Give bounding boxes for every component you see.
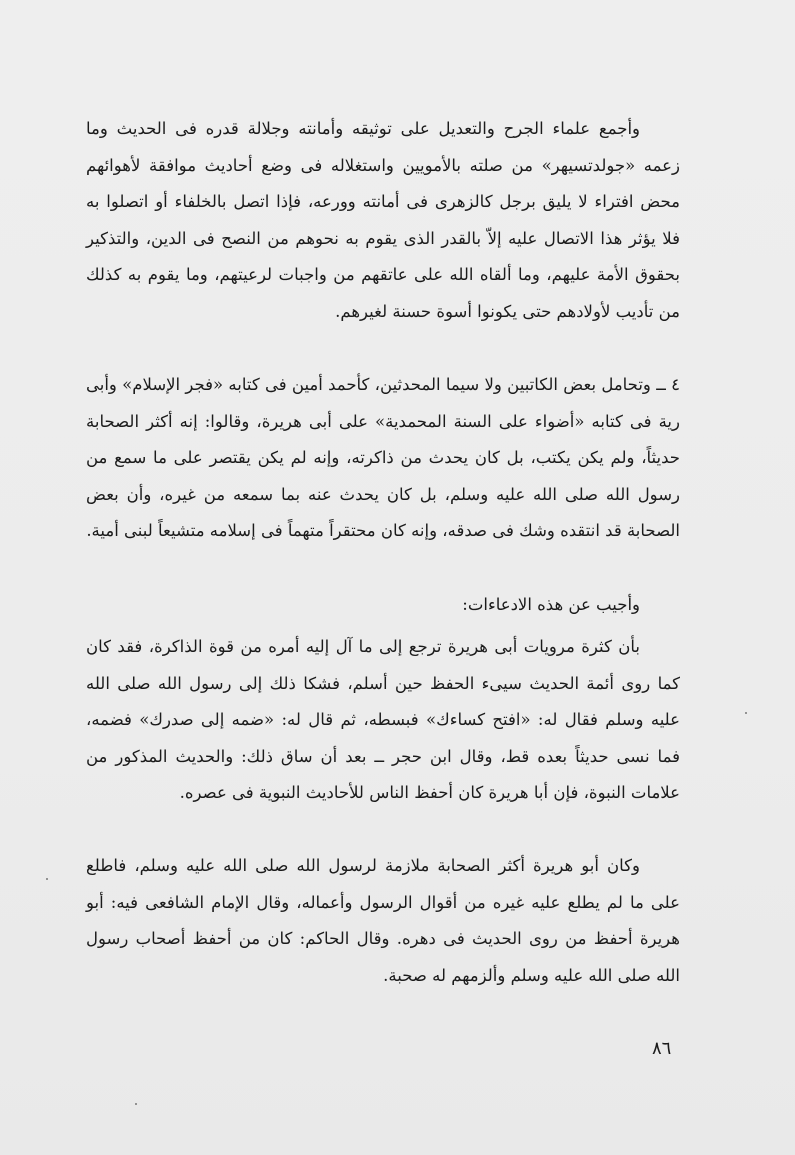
scan-speck	[745, 712, 747, 714]
paragraph-response-intro: وأجيب عن هذه الادعاءات:	[462, 595, 640, 614]
paragraph-companionship-response: وكان أبو هريرة أكثر الصحابة ملازمة لرسول الله صلى الله عليه وسلم، فاطلع على ما لم يطلع عليه غيره من أقوال الرسول وأعماله، وقال الإمام الشافعى فيه: أبو هريرة أحفظ من روى الحديث فى دهره. وقال الحاكم: كان من أحفظ أصحاب رسول الله صلى الله عليه وسلم وألزمهم له صحبة.	[86, 856, 680, 985]
paragraph-zuhri-trustworthiness: وأجمع علماء الجرح والتعديل على توثيقه وأمانته وجلالة قدره فى الحديث وما زعمه «جولدتسيهر» من صلته بالأمويين واستغلاله فى وضع أحاديث موافقة لأهوائهم محض افتراء لا يليق برجل كالزهرى فى أمانته وورعه، فإذا اتصل بالخلفاء أو اتصلوا به فلا يؤثر هذا الاتصال عليه إلاّ بالقدر الذى يقوم به نحوهم من النصح فى الدين، والتذكير بحقوق الأمة عليهم، وما ألقاه الله على عاتقهم من واجبات لرعيتهم، وما يقوم به كذلك من تأديب لأولادهم حتى يكونوا أسوة حسنة لغيرهم.	[86, 119, 680, 321]
paragraph-point-4-criticism	[86, 367, 680, 550]
paragraph-memory-response: بأن كثرة مرويات أبى هريرة ترجع إلى ما آل إليه أمره من قوة الذاكرة، فقد كان كما روى أئمة الحديث سيىء الحفظ حين أسلم، فشكا ذلك إلى رسول الله صلى الله عليه وسلم فقال له: «افتح كساءك» فبسطه، ثم قال له: «ضمه إلى صدرك» فضمه، فما نسى حديثاً بعده قط، وقال ابن حجر ــ بعد أن ساق ذلك: والحديث المذكور من علامات النبوة، فإن أبا هريرة كان أحفظ الناس للأحاديث النبوية فى عصره.	[86, 637, 681, 803]
paragraph-point-4-text: وتحامل بعض الكاتبين ولا سيما المحدثين، كأحمد أمين فى كتابه «فجر الإسلام» وأبى رية فى كتابه «أضواء على السنة المحمدية» على أبى هريرة، وقالوا: إنه أكثر الصحابة حديثاً، ولم يكن يكتب، بل كان يحدث من ذاكرته، وإنه لم يكن يقتصر على ما سمع من رسول الله صلى الله عليه وسلم، بل كان يحدث عنه بما سمعه من غيره، وأن بعض الصحابة قد انتقده وشك فى صدقه، وإنه كان محتقراً متهماً فى إسلامه متشيعاً لبنى أمية.	[86, 375, 680, 541]
scan-speck	[135, 1103, 137, 1105]
list-item-number: ٤ ــ	[656, 375, 680, 394]
page-number: ٨٦	[652, 1038, 672, 1059]
scan-speck	[46, 878, 48, 880]
